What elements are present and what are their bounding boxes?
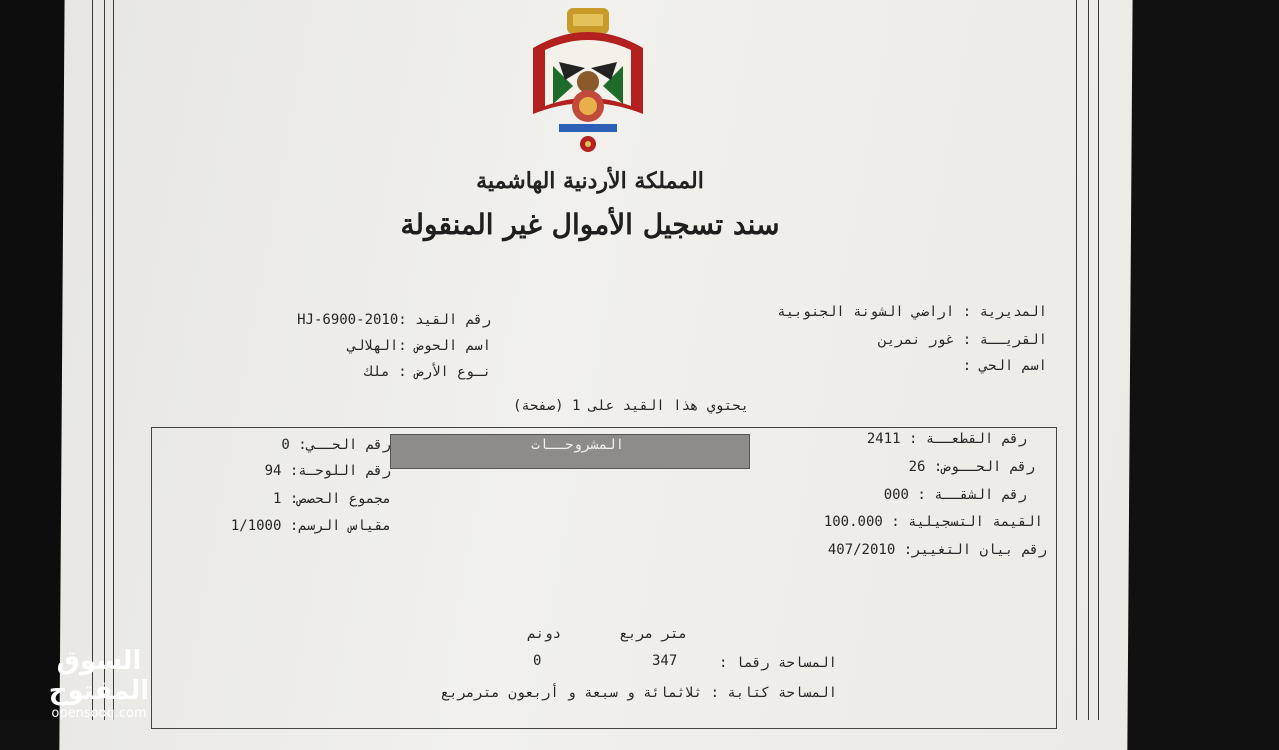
basin-number-field: رقم الحــوض: 26 (908, 459, 1035, 475)
neighborhood-number-field: رقم الحــي: 0 (281, 437, 391, 453)
village-field: القريــة : غور نمرين (878, 332, 1047, 348)
border-line (113, 0, 114, 720)
drawing-scale-field: مقياس الرسم: 1/1000 (230, 518, 391, 534)
unit-sqm-label: متر مربع (619, 626, 687, 642)
watermark-brand-en: opensooq.com (51, 706, 147, 721)
area-numeric-label: المساحة رقما : (718, 655, 837, 671)
projects-label: المشروحــات (531, 437, 624, 453)
area-dunum-value: 0 (533, 653, 542, 669)
border-line (92, 0, 93, 720)
opensooq-watermark (24, 646, 174, 722)
basin-name-field: اسم الحوض :الهلالي (347, 338, 491, 354)
document-title: سند تسجيل الأموال غير المنقولة (400, 208, 780, 241)
registered-value-field: القيمة التسجيلية : 100.000 (823, 514, 1043, 530)
plot-number-field: رقم القطعــة : 2411 (866, 431, 1027, 447)
country-heading: المملكة الأردنية الهاشمية (476, 168, 704, 194)
entry-number-field: رقم القيد :2010-HJ-6900 (297, 312, 491, 328)
coat-of-arms-icon (525, 6, 651, 156)
border-line (1076, 0, 1077, 720)
area-written: المساحة كتابة : ثلاثمائة و سبعة و أربعون مترمربع (440, 685, 837, 701)
change-statement-field: رقم بيان التغيير: 407/2010 (827, 542, 1047, 558)
land-type-field: نـوع الأرض : ملك (364, 364, 491, 380)
unit-dunum-label: دونم (527, 626, 561, 642)
apartment-number-field: رقم الشقــة : 000 (883, 487, 1027, 503)
directorate-field: المديرية : اراضي الشونة الجنوبية (777, 304, 1047, 320)
border-line (1098, 0, 1099, 720)
neighborhood-field: اسم الحي : (962, 358, 1047, 374)
shares-total-field: مجموع الحصص: 1 (272, 491, 391, 507)
watermark-brand-ar: السوق المفتوح (48, 646, 150, 706)
pages-line: يحتوي هذا القيد على 1 (صفحة) (512, 398, 749, 414)
area-sqm-value: 347 (652, 653, 678, 669)
border-line (104, 0, 105, 720)
border-line (1088, 0, 1089, 720)
board-number-field: رقم اللوحـة: 94 (264, 463, 391, 479)
